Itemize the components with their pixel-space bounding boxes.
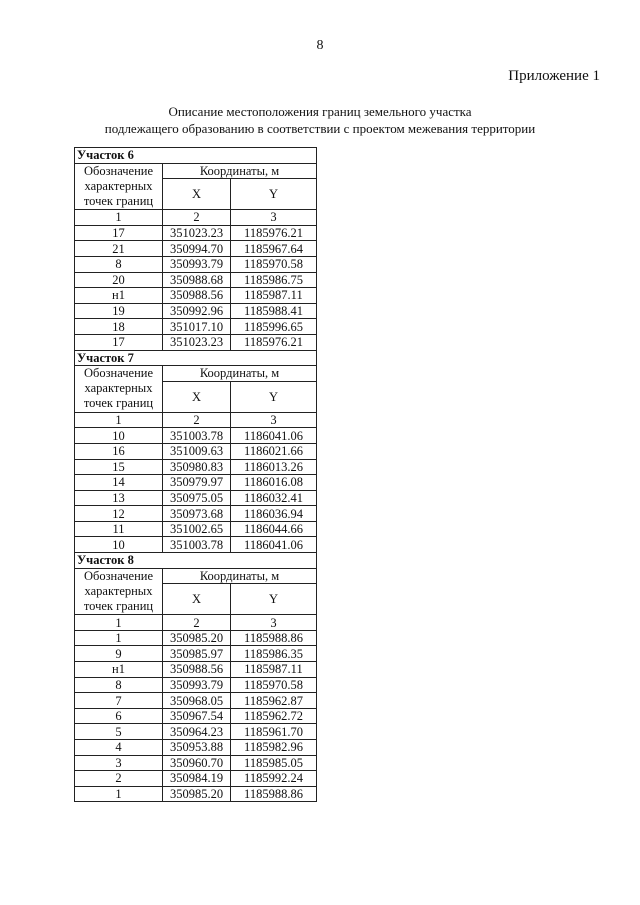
point-number: н1: [75, 288, 163, 304]
table-row: [75, 771, 317, 787]
y-coordinate: 1185988.41: [231, 303, 317, 319]
section-title: Участок 8: [75, 553, 317, 569]
table-row: [75, 475, 317, 491]
appendix-label: Приложение 1: [508, 68, 600, 84]
x-axis-header: X: [163, 584, 231, 615]
y-coordinate: 1185962.87: [231, 693, 317, 709]
point-number: 9: [75, 646, 163, 662]
y-coordinate: 1186041.06: [231, 537, 317, 553]
y-axis-header: Y: [231, 381, 317, 412]
point-number: 8: [75, 677, 163, 693]
point-number: 16: [75, 443, 163, 459]
y-coordinate: 1185970.58: [231, 256, 317, 272]
x-coordinate: 350993.79: [163, 256, 231, 272]
table-row: [75, 303, 317, 319]
y-coordinate: 1185967.64: [231, 241, 317, 257]
document-title: [0, 103, 640, 137]
point-number: 6: [75, 708, 163, 724]
x-coordinate: 350988.68: [163, 272, 231, 288]
table-row: [75, 334, 317, 350]
point-number: 17: [75, 225, 163, 241]
table-row: [75, 537, 317, 553]
point-number: н1: [75, 662, 163, 678]
table-row: [75, 272, 317, 288]
x-coordinate: 350984.19: [163, 771, 231, 787]
x-coordinate: 350979.97: [163, 475, 231, 491]
table-row: [75, 319, 317, 335]
point-designation-header-line: характерных: [84, 583, 153, 598]
point-number: 1: [75, 786, 163, 802]
table-row: [75, 693, 317, 709]
table-row: [75, 256, 317, 272]
column-number-row: [75, 615, 317, 631]
x-coordinate: 351017.10: [163, 319, 231, 335]
section-title-row: [75, 553, 317, 569]
y-coordinate: 1185982.96: [231, 740, 317, 756]
column-number-3: 3: [231, 412, 317, 428]
point-number: 17: [75, 334, 163, 350]
point-designation-header-line: Обозначение: [83, 163, 154, 178]
y-coordinate: 1185976.21: [231, 225, 317, 241]
section-title: Участок 6: [75, 148, 317, 164]
point-number: 12: [75, 506, 163, 522]
column-number-2: 2: [163, 210, 231, 226]
title-line-1: Описание местоположения границ земельного участка: [168, 104, 472, 119]
y-coordinate: 1185986.75: [231, 272, 317, 288]
x-coordinate: 351002.65: [163, 521, 231, 537]
column-number-1: 1: [75, 412, 163, 428]
y-coordinate: 1185986.35: [231, 646, 317, 662]
x-coordinate: 350994.70: [163, 241, 231, 257]
point-designation-header-line: точек границ: [83, 193, 154, 208]
point-number: 21: [75, 241, 163, 257]
x-coordinate: 350985.20: [163, 786, 231, 802]
column-number-3: 3: [231, 615, 317, 631]
x-coordinate: 350968.05: [163, 693, 231, 709]
point-number: 5: [75, 724, 163, 740]
y-axis-header: Y: [231, 584, 317, 615]
point-number: 2: [75, 771, 163, 787]
coordinates-header: Координаты, м: [163, 568, 317, 584]
point-designation-header-line: Обозначение: [83, 366, 154, 381]
point-number: 1: [75, 630, 163, 646]
table-row: [75, 241, 317, 257]
x-coordinate: 350975.05: [163, 490, 231, 506]
x-coordinate: 350973.68: [163, 506, 231, 522]
x-coordinate: 350960.70: [163, 755, 231, 771]
y-coordinate: 1186021.66: [231, 443, 317, 459]
x-coordinate: 350967.54: [163, 708, 231, 724]
x-coordinate: 350964.23: [163, 724, 231, 740]
y-coordinate: 1186044.66: [231, 521, 317, 537]
table-row: [75, 677, 317, 693]
y-coordinate: 1185962.72: [231, 708, 317, 724]
table-row: [75, 646, 317, 662]
point-designation-header-line: точек границ: [83, 598, 154, 613]
table-row: [75, 708, 317, 724]
point-designation-header: [75, 568, 163, 615]
point-number: 20: [75, 272, 163, 288]
table-row: [75, 786, 317, 802]
table-row: [75, 662, 317, 678]
x-coordinate: 350988.56: [163, 288, 231, 304]
point-number: 14: [75, 475, 163, 491]
y-coordinate: 1185996.65: [231, 319, 317, 335]
table-row: [75, 490, 317, 506]
column-number-2: 2: [163, 615, 231, 631]
point-number: 10: [75, 428, 163, 444]
point-number: 13: [75, 490, 163, 506]
y-coordinate: 1186013.26: [231, 459, 317, 475]
y-coordinate: 1185970.58: [231, 677, 317, 693]
column-number-2: 2: [163, 412, 231, 428]
x-coordinate: 350992.96: [163, 303, 231, 319]
x-coordinate: 350985.20: [163, 630, 231, 646]
point-designation-header: [75, 366, 163, 413]
y-axis-header: Y: [231, 179, 317, 210]
table-row: [75, 428, 317, 444]
x-coordinate: 350988.56: [163, 662, 231, 678]
x-axis-header: X: [163, 179, 231, 210]
x-coordinate: 350953.88: [163, 740, 231, 756]
x-coordinate: 350993.79: [163, 677, 231, 693]
table-row: [75, 740, 317, 756]
section-title-row: [75, 148, 317, 164]
y-coordinate: 1185992.24: [231, 771, 317, 787]
point-designation-header-line: характерных: [84, 381, 153, 396]
y-coordinate: 1186041.06: [231, 428, 317, 444]
y-coordinate: 1186016.08: [231, 475, 317, 491]
x-coordinate: 350985.97: [163, 646, 231, 662]
point-designation-header: [75, 163, 163, 210]
point-number: 18: [75, 319, 163, 335]
x-coordinate: 351003.78: [163, 537, 231, 553]
coordinates-header: Координаты, м: [163, 163, 317, 179]
table-row: [75, 724, 317, 740]
y-coordinate: 1186036.94: [231, 506, 317, 522]
y-coordinate: 1185988.86: [231, 630, 317, 646]
y-coordinate: 1185961.70: [231, 724, 317, 740]
y-coordinate: 1185976.21: [231, 334, 317, 350]
point-number: 19: [75, 303, 163, 319]
point-designation-header-line: характерных: [84, 178, 153, 193]
x-coordinate: 351023.23: [163, 225, 231, 241]
column-number-1: 1: [75, 210, 163, 226]
y-coordinate: 1185987.11: [231, 288, 317, 304]
coordinates-header: Координаты, м: [163, 366, 317, 382]
page-number: 8: [316, 38, 324, 53]
x-coordinate: 351009.63: [163, 443, 231, 459]
point-number: 10: [75, 537, 163, 553]
column-number-row: [75, 412, 317, 428]
header-row: [75, 568, 317, 584]
column-number-3: 3: [231, 210, 317, 226]
section-title: Участок 7: [75, 350, 317, 366]
section-title-row: [75, 350, 317, 366]
table-row: [75, 225, 317, 241]
coordinates-table-body: [75, 148, 317, 802]
x-coordinate: 351023.23: [163, 334, 231, 350]
title-line-2: подлежащего образованию в соответствии с проектом межевания территории: [104, 121, 536, 136]
coordinates-table: [74, 147, 317, 802]
point-number: 11: [75, 521, 163, 537]
table-row: [75, 755, 317, 771]
header-row: [75, 163, 317, 179]
table-row: [75, 288, 317, 304]
y-coordinate: 1185988.86: [231, 786, 317, 802]
header-row: [75, 366, 317, 382]
x-coordinate: 350980.83: [163, 459, 231, 475]
column-number-row: [75, 210, 317, 226]
y-coordinate: 1186032.41: [231, 490, 317, 506]
table-row: [75, 521, 317, 537]
table-row: [75, 443, 317, 459]
table-row: [75, 506, 317, 522]
table-row: [75, 459, 317, 475]
point-number: 7: [75, 693, 163, 709]
y-coordinate: 1185985.05: [231, 755, 317, 771]
point-number: 15: [75, 459, 163, 475]
x-axis-header: X: [163, 381, 231, 412]
point-designation-header-line: Обозначение: [83, 568, 154, 583]
table-row: [75, 630, 317, 646]
point-number: 4: [75, 740, 163, 756]
point-number: 8: [75, 256, 163, 272]
point-number: 3: [75, 755, 163, 771]
point-designation-header-line: точек границ: [83, 396, 154, 411]
x-coordinate: 351003.78: [163, 428, 231, 444]
column-number-1: 1: [75, 615, 163, 631]
y-coordinate: 1185987.11: [231, 662, 317, 678]
